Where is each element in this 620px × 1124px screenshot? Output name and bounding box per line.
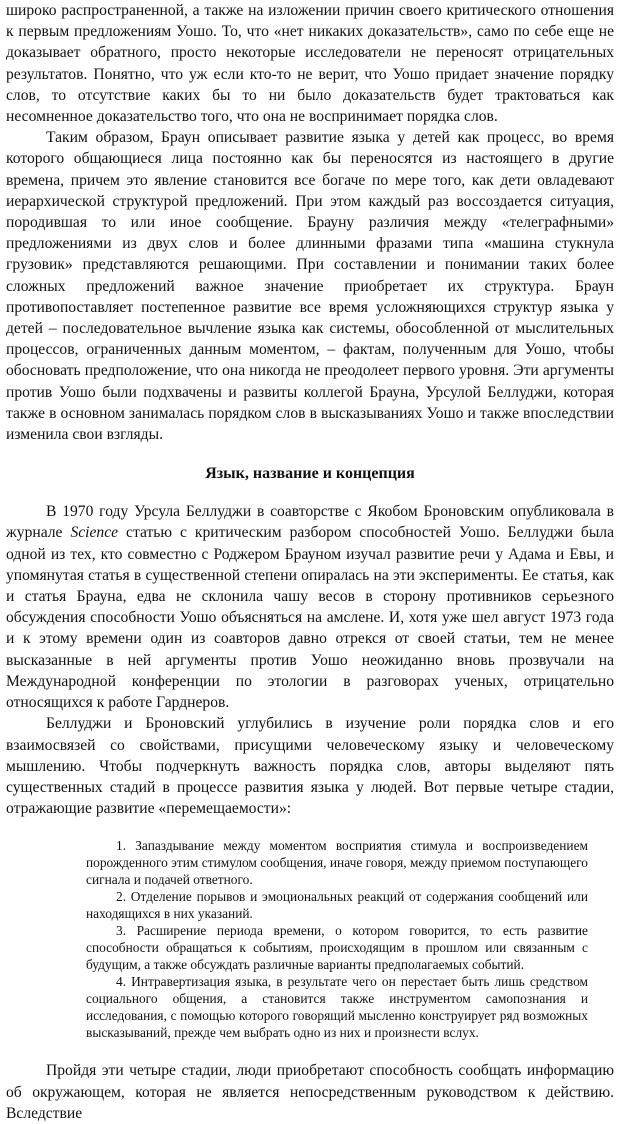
- paragraph-science-article: [6, 501, 614, 713]
- paragraph-word-order: Беллуджи и Броновский углубились в изучение роли порядка слов и его взаимосвязей со свойствами, присущими человеческому языку и человеческому мышлению. Чтобы подчеркнуть важность порядка слов, авторы выделяют пять существенных стадий в процессе развития языка у людей. Вот первые четыре стадии, отражающие развитие «перемещаемости»:: [6, 715, 614, 818]
- stage-item-2: 2. Отделение порывов и эмоциональных реакций от содержания сообщений или находящихся в них указаний.: [86, 889, 588, 922]
- document-page: [6, 0, 614, 1124]
- paragraph-intro-2: Таким образом, Браун описывает развитие языка у детей как процесс, во время которого общающиеся лица постоянно как бы переносятся из настоящего в другие времена, причем это явление становится все богаче по мере того, как дети овладевают иерархической структурой предложений. При этом каждый раз воссоздается ситуация, породившая то или иное сообщение. Брауну различия между «телеграфными» предложениями из двух слов и более длинными фразами типа «машина стукнула грузовик» представляются решающими. При составлении и понимании таких более сложных предложений важное значение приобретает их структура. Браун противопоставляет постепенное развитие все время усложняющихся структур языка у детей – последовательное вычление языка как системы, обособленной от мыслительных процессов, ограниченных данным моментом, – фактам, полученным для Уошо, чтобы обосновать предположение, что она никогда не преодолеет первого уровня. Эти аргументы против Уошо были подхвачены и развиты коллегой Брауна, Урсулой Беллуджи, которая также в основном занималась порядком слов в высказываниях Уошо и также впоследствии изменила свои взгляды.: [6, 129, 614, 444]
- paragraph-science-article-text-before: В 1970 году Урсула Беллуджи в соавторстве с Якобом Броновским опубликовала в журнале: [6, 503, 614, 542]
- paragraph-science-article-text-after: статью с критическим разбором способностей Уошо. Беллуджи была одной из тех, кто совместно с Роджером Брауном изучал развитие речи у Адама и Евы, и упомянутая статья в существенной степени опиралась на эти эксперименты. Ее статья, как и статья Брауна, едва не склонила чашу весов в сторону противников серьезного обсуждения способности Уошо объясняться на амслене. И, хотя уже шел август 1973 года и к этому времени один из соавторов давно отрекся от своей статьи, тем не менее высказанные в ней аргументы против Уошо неожиданно вновь прозвучали на Международной конференции по этологии в разговорах ученых, отрицательно относящихся к работе Гарднеров.: [6, 524, 615, 712]
- journal-name: Science: [70, 524, 119, 542]
- section-heading: Язык, название и концепция: [205, 465, 415, 483]
- stage-item-1: 1. Запаздывание между моментом восприятия стимула и воспроизведением порожденного этим стимулом сообщения, иначе говоря, между приемом поступающего сигнала и подачей ответного.: [86, 838, 588, 888]
- paragraph-closing: Пройдя эти четыре стадии, люди приобретают способность сообщать информацию об окружающем, которая не является непосредственным руководством к действию. Вследствие: [6, 1062, 614, 1122]
- stage-item-3: 3. Расширение периода времени, о котором говорится, то есть развитие способности обращаться к событиям, происходящим в прошлом или связанным с будущим, а также обсуждать различные варианты предполагаемых событий.: [86, 923, 588, 973]
- stage-item-4: 4. Интравертизация языка, в результате чего он перестает быть лишь средством социального общения, а становится также инструментом самопознания и исследования, с помощью которого говорящий мысленно конструирует ряд возможных высказываний, прежде чем выбрать одно из них и произнести вслух.: [86, 974, 588, 1041]
- stages-list: [6, 837, 614, 1041]
- paragraph-intro-1: широко распространенной, а также на изложении причин своего критического отношения к первым предложениям Уошо. То, что «нет никаких доказательств», само по себе еще не доказывает обратного, просто некоторые исследователи не переносят отрицательных результатов. Понятно, что уж если кто-то не верит, что Уошо придает значение порядку слов, то отсутствие каких бы то ни было доказательств будет трактоваться как несомненное доказательство того, что она не воспринимает порядка слов.: [6, 2, 614, 126]
